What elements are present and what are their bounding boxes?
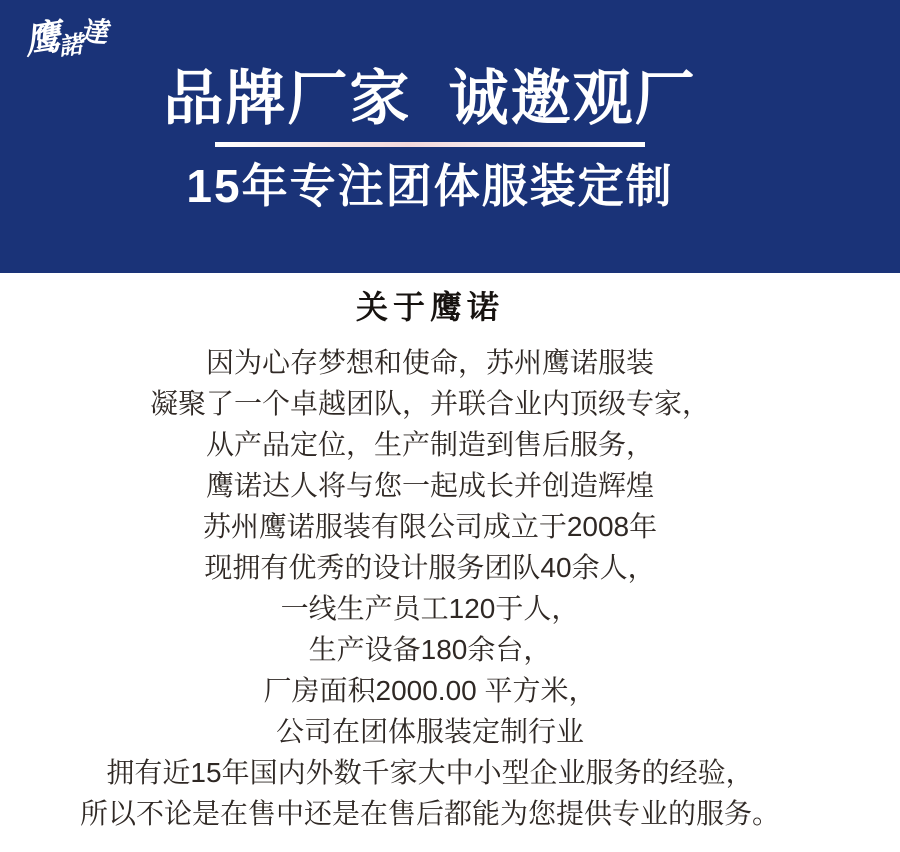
- banner-title: 品牌厂家 诚邀观厂: [163, 65, 697, 132]
- about-line: 一线生产员工120于人，: [280, 593, 580, 624]
- logo-char-nuo: 諾: [57, 31, 83, 61]
- about-line: 苏州鹰诺服装有限公司成立于2008年: [202, 511, 658, 542]
- brand-logo: [23, 8, 108, 63]
- about-line: 凝聚了一个卓越团队，并联合业内顶级专家，: [149, 388, 710, 419]
- about-line: 所以不论是在售中还是在售后都能为您提供专业的服务。: [79, 798, 780, 829]
- about-paragraph: [0, 342, 860, 834]
- banner-content: [0, 0, 860, 212]
- title-divider: [215, 142, 645, 147]
- banner-subtitle: 15年专注团体服装定制: [186, 160, 674, 212]
- about-line: 因为心存梦想和使命，苏州鹰诺服装: [205, 347, 654, 378]
- logo-char-da: 達: [78, 15, 107, 49]
- logo-char-ying: 鹰: [21, 15, 62, 62]
- about-line: 生产设备180余台，: [308, 634, 552, 665]
- about-line: 公司在团体服装定制行业: [275, 716, 584, 747]
- about-line: 鹰诺达人将与您一起成长并创造辉煌: [205, 470, 654, 501]
- about-line: 厂房面积2000.00 平方米，: [263, 675, 597, 706]
- about-section: [0, 273, 860, 834]
- about-line: 从产品定位，生产制造到售后服务，: [205, 429, 654, 460]
- about-line: 拥有近15年国内外数千家大中小型企业服务的经验，: [106, 757, 754, 788]
- header-banner: [0, 0, 900, 273]
- about-line: 现拥有优秀的设计服务团队40余人，: [204, 552, 656, 583]
- about-heading: 关于鹰诺: [355, 289, 504, 325]
